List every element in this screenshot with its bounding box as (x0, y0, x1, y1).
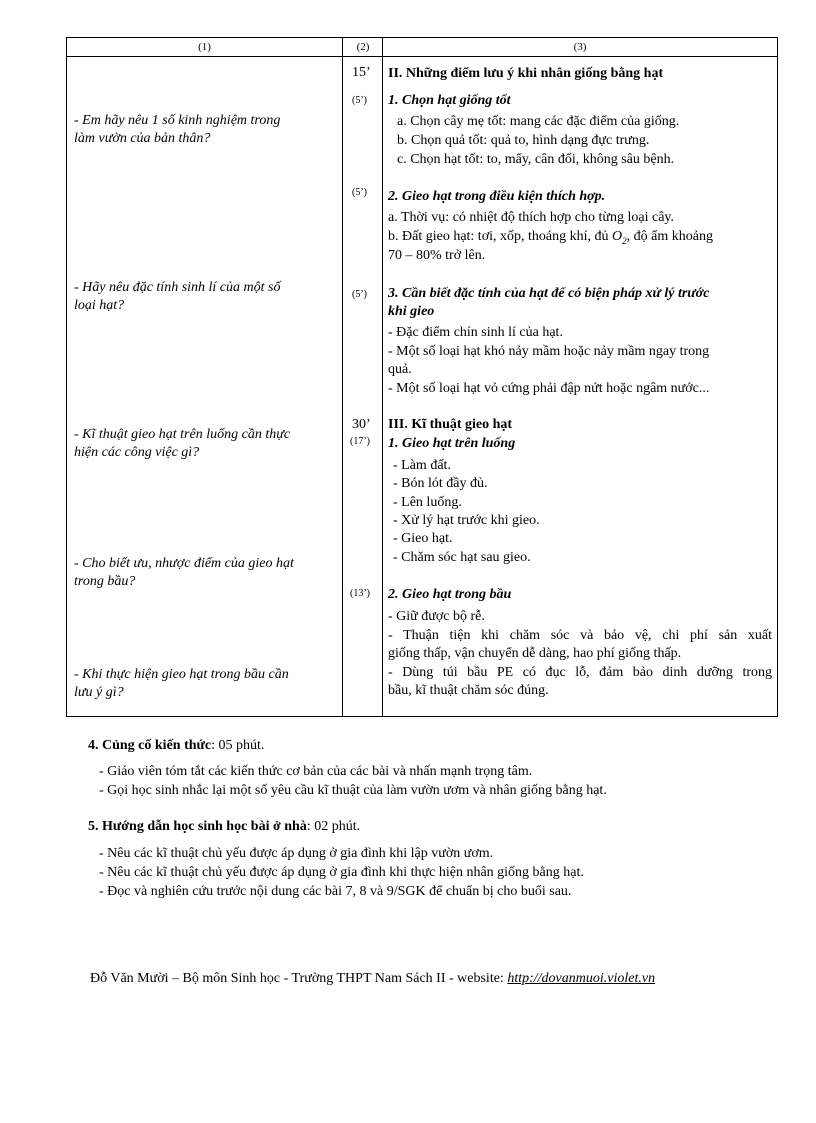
question-3-line-1: - Kĩ thuật gieo hạt trên luống cần thực (74, 427, 291, 442)
question-4-line-1: - Cho biết ưu, nhược điểm của gieo hạt (74, 556, 294, 571)
bed-step-2: - Bón lót đầy đủ. (393, 476, 488, 491)
section-4-item-1: - Giáo viên tóm tắt các kiến thức cơ bản của các bài và nhấn mạnh trọng tâm. (99, 764, 533, 779)
item-b-fruit: b. Chọn quả tốt: quả to, hình dạng đực trưng. (397, 133, 650, 148)
section-ii-title: II. Những điểm lưu ý khi nhân giống bằng hạt (388, 66, 664, 81)
item-c-seed: c. Chọn hạt tốt: to, mẩy, cân đối, không sâu bệnh. (397, 152, 675, 167)
section-5-heading: 5. Hướng dẫn học sinh học bài ở nhà: 02 phút. (88, 819, 361, 834)
item-b-soil-line-1: b. Đất gieo hạt: tơi, xốp, thoáng khí, đủ $O_2$, độ ẩm khoảng (388, 229, 713, 246)
column-divider-1 (342, 38, 343, 716)
pot-item-pe-bag-line-2: bầu, kĩ thuật chăm sóc đúng. (388, 683, 549, 698)
bed-step-5: - Gieo hạt. (393, 531, 453, 546)
subsection-pot-title: 2. Gieo hạt trong bầu (388, 587, 512, 602)
question-1-line-2: làm vườn của bản thân? (74, 131, 211, 146)
item-b-soil-line-2: 70 – 80% trở lên. (388, 248, 486, 263)
time-5-a: (5’) (352, 95, 367, 106)
time-15: 15’ (352, 65, 371, 80)
section-5-item-1: - Nêu các kĩ thuật chủ yếu được áp dụng ở gia đình khi lập vườn ươm. (99, 846, 494, 861)
header-col-3: (3) (573, 41, 587, 53)
question-2-line-2: loại hạt? (74, 298, 125, 313)
time-17: (17’) (350, 436, 370, 447)
section-iii-title: III. Kĩ thuật gieo hạt (388, 417, 513, 432)
section-4-heading: 4. Củng cố kiến thức: 05 phút. (88, 738, 265, 753)
item-a-season: a. Thời vụ: có nhiệt độ thích hợp cho từng loại cây. (388, 210, 675, 225)
question-2-line-1: - Hãy nêu đặc tính sinh lí của một số (74, 280, 281, 295)
pot-item-roots: - Giữ được bộ rễ. (388, 609, 485, 624)
item-a-mother-plant: a. Chọn cây mẹ tốt: mang các đặc điểm của giống. (397, 114, 680, 129)
oxygen-formula: O (612, 229, 623, 244)
question-4-line-2: trong bầu? (74, 574, 136, 589)
subsection-3-title-line-2: khi gieo (388, 304, 435, 319)
item-germination-line-2: quả. (388, 362, 412, 377)
time-13: (13’) (350, 588, 370, 599)
subsection-2-title: 2. Gieo hạt trong điều kiện thích hợp. (388, 189, 606, 204)
subsection-1-title: 1. Chọn hạt giống tốt (388, 93, 511, 108)
time-30: 30’ (352, 417, 371, 432)
bed-step-1: - Làm đất. (393, 458, 451, 473)
bed-step-6: - Chăm sóc hạt sau gieo. (393, 550, 531, 565)
bed-step-3: - Lên luống. (393, 495, 462, 510)
column-divider-2 (382, 38, 383, 716)
section-4-item-2: - Gọi học sinh nhắc lại một số yêu cầu kĩ thuật của làm vườn ươm và nhân giống bằng hạt. (99, 783, 607, 798)
time-5-c: (5’) (352, 289, 367, 300)
question-5-line-1: - Khi thực hiện gieo hạt trong bầu cần (74, 667, 289, 682)
item-ripeness: - Đặc điểm chín sinh lí của hạt. (388, 325, 563, 340)
item-germination-line-1: - Một số loại hạt khó nảy mầm hoặc nảy mầm ngay trong (388, 344, 710, 359)
oxygen-subscript: 2 (622, 235, 627, 246)
header-col-1: (1) (198, 41, 211, 53)
header-col-2: (2) (356, 41, 370, 53)
section-5-item-3: - Đọc và nghiên cứu trước nội dung các bài 7, 8 và 9/SGK để chuẩn bị cho buổi sau. (99, 884, 572, 899)
subsection-3-title-line-1: 3. Cần biết đặc tính của hạt để có biện pháp xử lý trước (388, 286, 710, 301)
page-footer: Đỗ Văn Mười – Bộ môn Sinh học - Trường THPT Nam Sách II - website: http://dovanmuoi.violet.vn (90, 971, 656, 986)
time-5-b: (5’) (352, 187, 367, 198)
header-divider (67, 56, 777, 57)
pot-item-convenience-line-1: - Thuận tiện khi chăm sóc và bảo vệ, chi phí sản xuất (388, 628, 772, 643)
website-link[interactable]: http://dovanmuoi.violet.vn (507, 971, 656, 986)
section-5-item-2: - Nêu các kĩ thuật chủ yếu được áp dụng ở gia đình khi thực hiện nhân giống bằng hạt. (99, 865, 584, 880)
question-3-line-2: hiện các công việc gì? (74, 445, 200, 460)
item-hard-shell: - Một số loại hạt vỏ cứng phải đập nứt hoặc ngâm nước... (388, 381, 710, 396)
question-1-line-1: - Em hãy nêu 1 số kinh nghiệm trong (74, 113, 281, 128)
pot-item-convenience-line-2: giống thấp, vận chuyển dễ dàng, hao phí giống thấp. (388, 646, 682, 661)
subsection-bed-title: 1. Gieo hạt trên luống (388, 436, 516, 451)
question-5-line-2: lưu ý gì? (74, 685, 124, 700)
bed-step-4: - Xử lý hạt trước khi gieo. (393, 513, 540, 528)
pot-item-pe-bag-line-1: - Dùng túi bầu PE có đục lỗ, đảm bảo dinh dưỡng trong (388, 665, 772, 680)
